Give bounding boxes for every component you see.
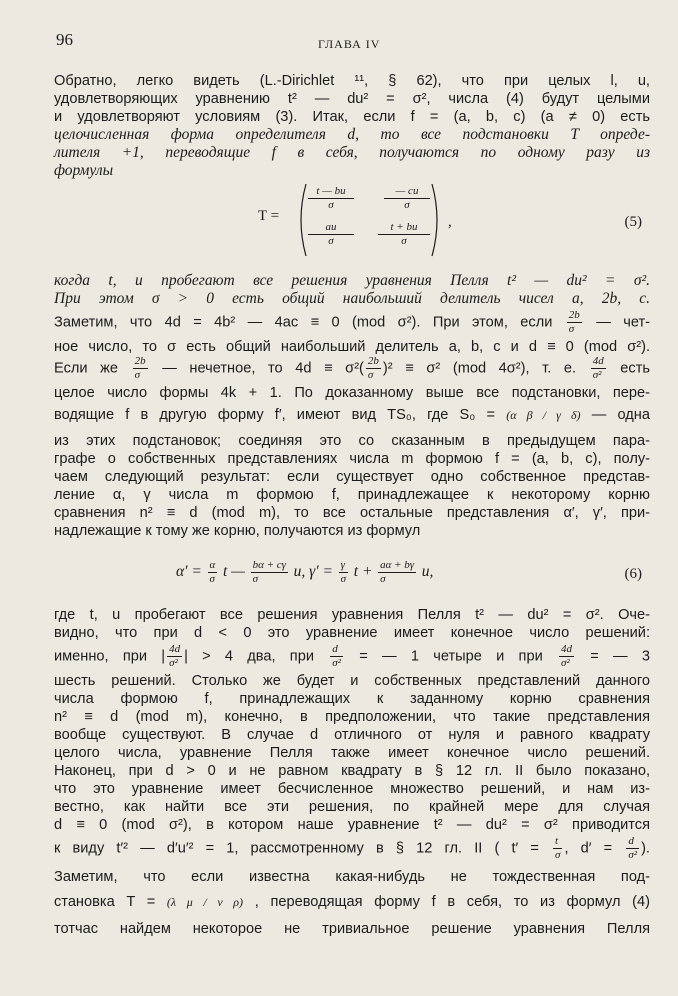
text-line: n² ≡ d (mod m), конечно, в предположении, что такие представления: [54, 709, 650, 725]
text-line: из этих подстановок; соединяя это со сказанным в предыдущем пара-: [54, 433, 650, 449]
eq5-number: (5): [624, 214, 642, 230]
text-line: формулы: [54, 162, 114, 179]
page-header: [56, 30, 636, 54]
text-line: становка T = (λ μ / ν ρ) , переводящая форму f в себя, то из формул (4): [54, 894, 651, 910]
text-line: надлежащие к тому же корню, получаются из формул: [54, 523, 421, 539]
text-line: графе о собственных представлениях числа m формою f = (a, b, c), полу-: [54, 451, 650, 467]
eq6-number: (6): [624, 566, 642, 582]
text-line: Заметим, что если известна какая-нибудь не тождественная под-: [54, 869, 650, 885]
text-line: целое число формы 4k + 1. По доказанному выше все подстановки, пере-: [54, 385, 650, 401]
text-line: Если же $\frac{2b}{\sigma}$ — нечетное, то 4d ≡ σ²( $\frac{2b}{\sigma}$ )² ≡ σ² (mod 4σ²), т. е. $\frac{4d}{\text{σ²}}$ есть: [54, 355, 650, 381]
text-line: ное число, то σ есть общий наибольший делитель a, b, c и d ≡ 0 (mod σ²).: [54, 339, 650, 355]
text-line: вообще существуют. В случае d отличного от нуля и равного квадрату: [54, 727, 650, 743]
text-line: целого числа, уравнение Пелля также имеет конечное число решений.: [54, 745, 650, 761]
text-line: сравнения n² ≡ d (mod m), то все остальные представления α′, γ′, при-: [54, 505, 650, 521]
text-line: и удовлетворяют условиям (3). Итак, если f = (a, b, c) (a ≠ 0) есть: [54, 109, 650, 125]
eq5-m21: $\frac{au}{\sigma}$: [308, 222, 354, 247]
eq5-lhs: T =: [258, 208, 280, 224]
eq5-comma: ,: [448, 214, 452, 230]
text-line: лителя +1, переводящие f в себя, получаются по одному разу из: [54, 144, 650, 161]
text-line: Обратно, легко видеть (L.-Dirichlet ¹¹, § 62), что при целых l, u,: [54, 73, 650, 89]
text-line: шесть решений. Столько же будет и собственных представлений данного: [54, 673, 650, 689]
text-line: видно, что при d < 0 это уравнение имеет конечное число решений:: [54, 625, 650, 641]
text-line: При этом σ > 0 есть общий наибольший делитель чисел a, 2b, c.: [54, 290, 650, 307]
text-line: Заметим, что 4d = 4b² — 4ac ≡ 0 (mod σ²). При этом, если $\frac{2b}{\sigma}$ — чет-: [54, 309, 650, 335]
text-line: водящие f в другую форму f′, имеют вид TS₀, где S₀ = (α β / γ δ) — одна: [54, 407, 650, 423]
text-line: чаем следующий результат: если существует одно собственное представ-: [54, 469, 650, 485]
text-line: ление α, γ числа m формою f, принадлежащее к некоторому корню: [54, 487, 650, 503]
text-line: именно, при | $\frac{4d}{\text{σ²}}$ | > 4 два, при $\frac{d}{\text{σ²}}$ = — 1 четыре и при $\frac{4d}{\text{σ²}}$ = — 3: [54, 643, 651, 669]
eq5-m11: $\frac{t — bu}{\sigma}$: [308, 186, 354, 211]
text-line: d ≡ 0 (mod σ²), в котором наше уравнение t² — du² = σ² приводится: [54, 817, 650, 833]
text-line: тотчас найдем некоторое не тривиальное решение уравнения Пелля: [54, 921, 650, 937]
text-line: целочисленная форма определителя d, то все подстановки T опреде-: [54, 126, 650, 143]
text-line: когда t, u пробегают все решения уравнения Пелля t² — du² = σ².: [54, 272, 650, 289]
text-line: числа формою f, принадлежащих к заданному корню сравнения: [54, 691, 650, 707]
text-line: где t, u пробегают все решения уравнения Пелля t² — du² = σ². Оче-: [54, 607, 650, 623]
page-number: 96: [56, 30, 73, 49]
eq5-m12: $\frac{— cu}{\sigma}$: [384, 186, 430, 211]
text-line: к виду t′² — d′u′² = 1, рассмотренному в § 12 гл. II ( t′ = $\frac{t}{\sigma}$ , d′ = $\frac{d}{\text{σ²}}$ ).: [54, 835, 650, 861]
text-line: удовлетворяющих уравнению t² — du² = σ², числа (4) будут целыми: [54, 91, 650, 107]
text-line: вестно, как найти все эти решения, по крайней мере для случая: [54, 799, 650, 815]
text-line: что это уравнение имеет бесчисленное множество решений, и нам из-: [54, 781, 650, 797]
chapter-title: ГЛАВА IV: [318, 37, 381, 51]
text-line: Наконец, при d > 0 и не равном квадрату в § 12 гл. II было показано,: [54, 763, 650, 779]
eq5-m22: $\frac{t + bu}{\sigma}$: [378, 222, 430, 247]
equation-6: α′ = $\frac{\alpha}{\sigma}$ t — $\frac{b\alpha + c\gamma}{\sigma}$ u, γ′ = $\frac{\gamma}{\sigma}$ t + $\frac{a\alpha + b\gamma}{\sigma}$ u,: [176, 559, 434, 586]
